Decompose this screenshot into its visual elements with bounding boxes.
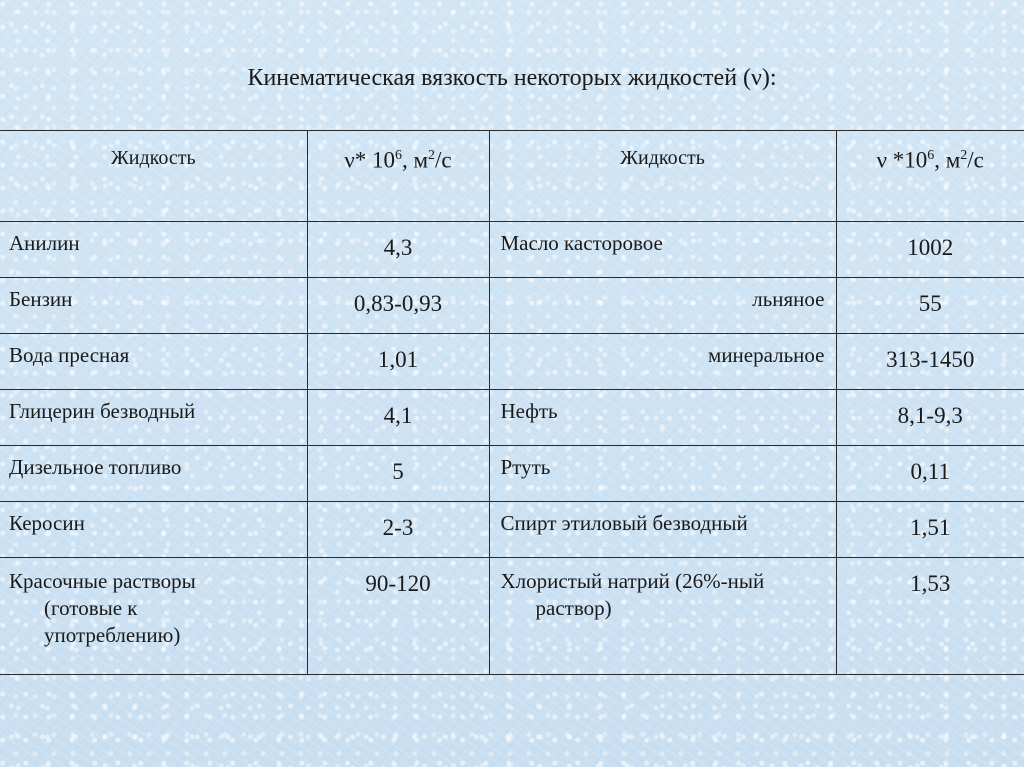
viscosity-value-cell: 0,83-0,93: [307, 278, 489, 334]
header-viscosity-left-unit: , м: [401, 147, 429, 173]
viscosity-value-cell: 1002: [836, 222, 1024, 278]
header-liquid-right: Жидкость: [489, 131, 836, 222]
header-viscosity-right: [836, 131, 1024, 222]
viscosity-value-cell: 0,11: [836, 446, 1024, 502]
table-header-row: [0, 131, 1024, 222]
table-row: [0, 278, 1024, 334]
liquid-name-line: употреблению): [44, 623, 181, 647]
liquid-name-line: раствор): [535, 596, 612, 620]
liquid-name-cell: минеральное: [489, 334, 836, 390]
table-row: [0, 390, 1024, 446]
viscosity-value-cell: 1,51: [836, 502, 1024, 558]
liquid-name-cell: Анилин: [0, 222, 307, 278]
viscosity-value-cell: 1,01: [307, 334, 489, 390]
table-row: [0, 334, 1024, 390]
liquid-name-cell: Нефть: [489, 390, 836, 446]
liquid-name-cell: Дизельное топливо: [0, 446, 307, 502]
liquid-name-cell: Масло касторовое: [489, 222, 836, 278]
liquid-name-cell: Бензин: [0, 278, 307, 334]
header-liquid-left: Жидкость: [0, 131, 307, 222]
viscosity-value-cell: 5: [307, 446, 489, 502]
header-viscosity-right-unit-exp: 2: [960, 148, 968, 163]
liquid-name-cell: [0, 558, 307, 675]
viscosity-value-cell: 4,1: [307, 390, 489, 446]
liquid-name-line: Хлористый натрий (26%-ный: [500, 569, 765, 593]
viscosity-value-cell: 4,3: [307, 222, 489, 278]
viscosity-value-cell: 2-3: [307, 502, 489, 558]
viscosity-value-cell: 1,53: [836, 558, 1024, 675]
liquid-name-line: Красочные растворы: [9, 569, 196, 593]
viscosity-value-cell: 90-120: [307, 558, 489, 675]
header-viscosity-left-unit-exp: 2: [428, 148, 436, 163]
header-viscosity-left-tail: /с: [435, 147, 452, 173]
table-row: [0, 558, 1024, 675]
viscosity-table: [0, 130, 1024, 675]
liquid-name-cell: Ртуть: [489, 446, 836, 502]
liquid-name-cell: Керосин: [0, 502, 307, 558]
header-viscosity-right-unit: , м: [934, 147, 961, 173]
header-viscosity-left: [307, 131, 489, 222]
liquid-name-cell: льняное: [489, 278, 836, 334]
liquid-name-cell: Спирт этиловый безводный: [489, 502, 836, 558]
header-viscosity-right-exp: 6: [927, 148, 935, 163]
liquid-name-cell: Вода пресная: [0, 334, 307, 390]
table-row: [0, 446, 1024, 502]
viscosity-value-cell: 8,1-9,3: [836, 390, 1024, 446]
header-viscosity-left-base: ν* 10: [344, 147, 395, 173]
header-viscosity-right-base: ν *10: [876, 147, 928, 173]
liquid-name-line: (готовые к: [44, 596, 138, 620]
liquid-name-cell: [489, 558, 836, 675]
liquid-name-cell: Глицерин безводный: [0, 390, 307, 446]
table-row: [0, 222, 1024, 278]
page-title: Кинематическая вязкость некоторых жидкостей (ν):: [247, 65, 777, 91]
viscosity-value-cell: 55: [836, 278, 1024, 334]
viscosity-value-cell: 313-1450: [836, 334, 1024, 390]
header-viscosity-left-exp: 6: [394, 148, 402, 163]
header-viscosity-right-tail: /с: [967, 147, 984, 173]
table-row: [0, 502, 1024, 558]
